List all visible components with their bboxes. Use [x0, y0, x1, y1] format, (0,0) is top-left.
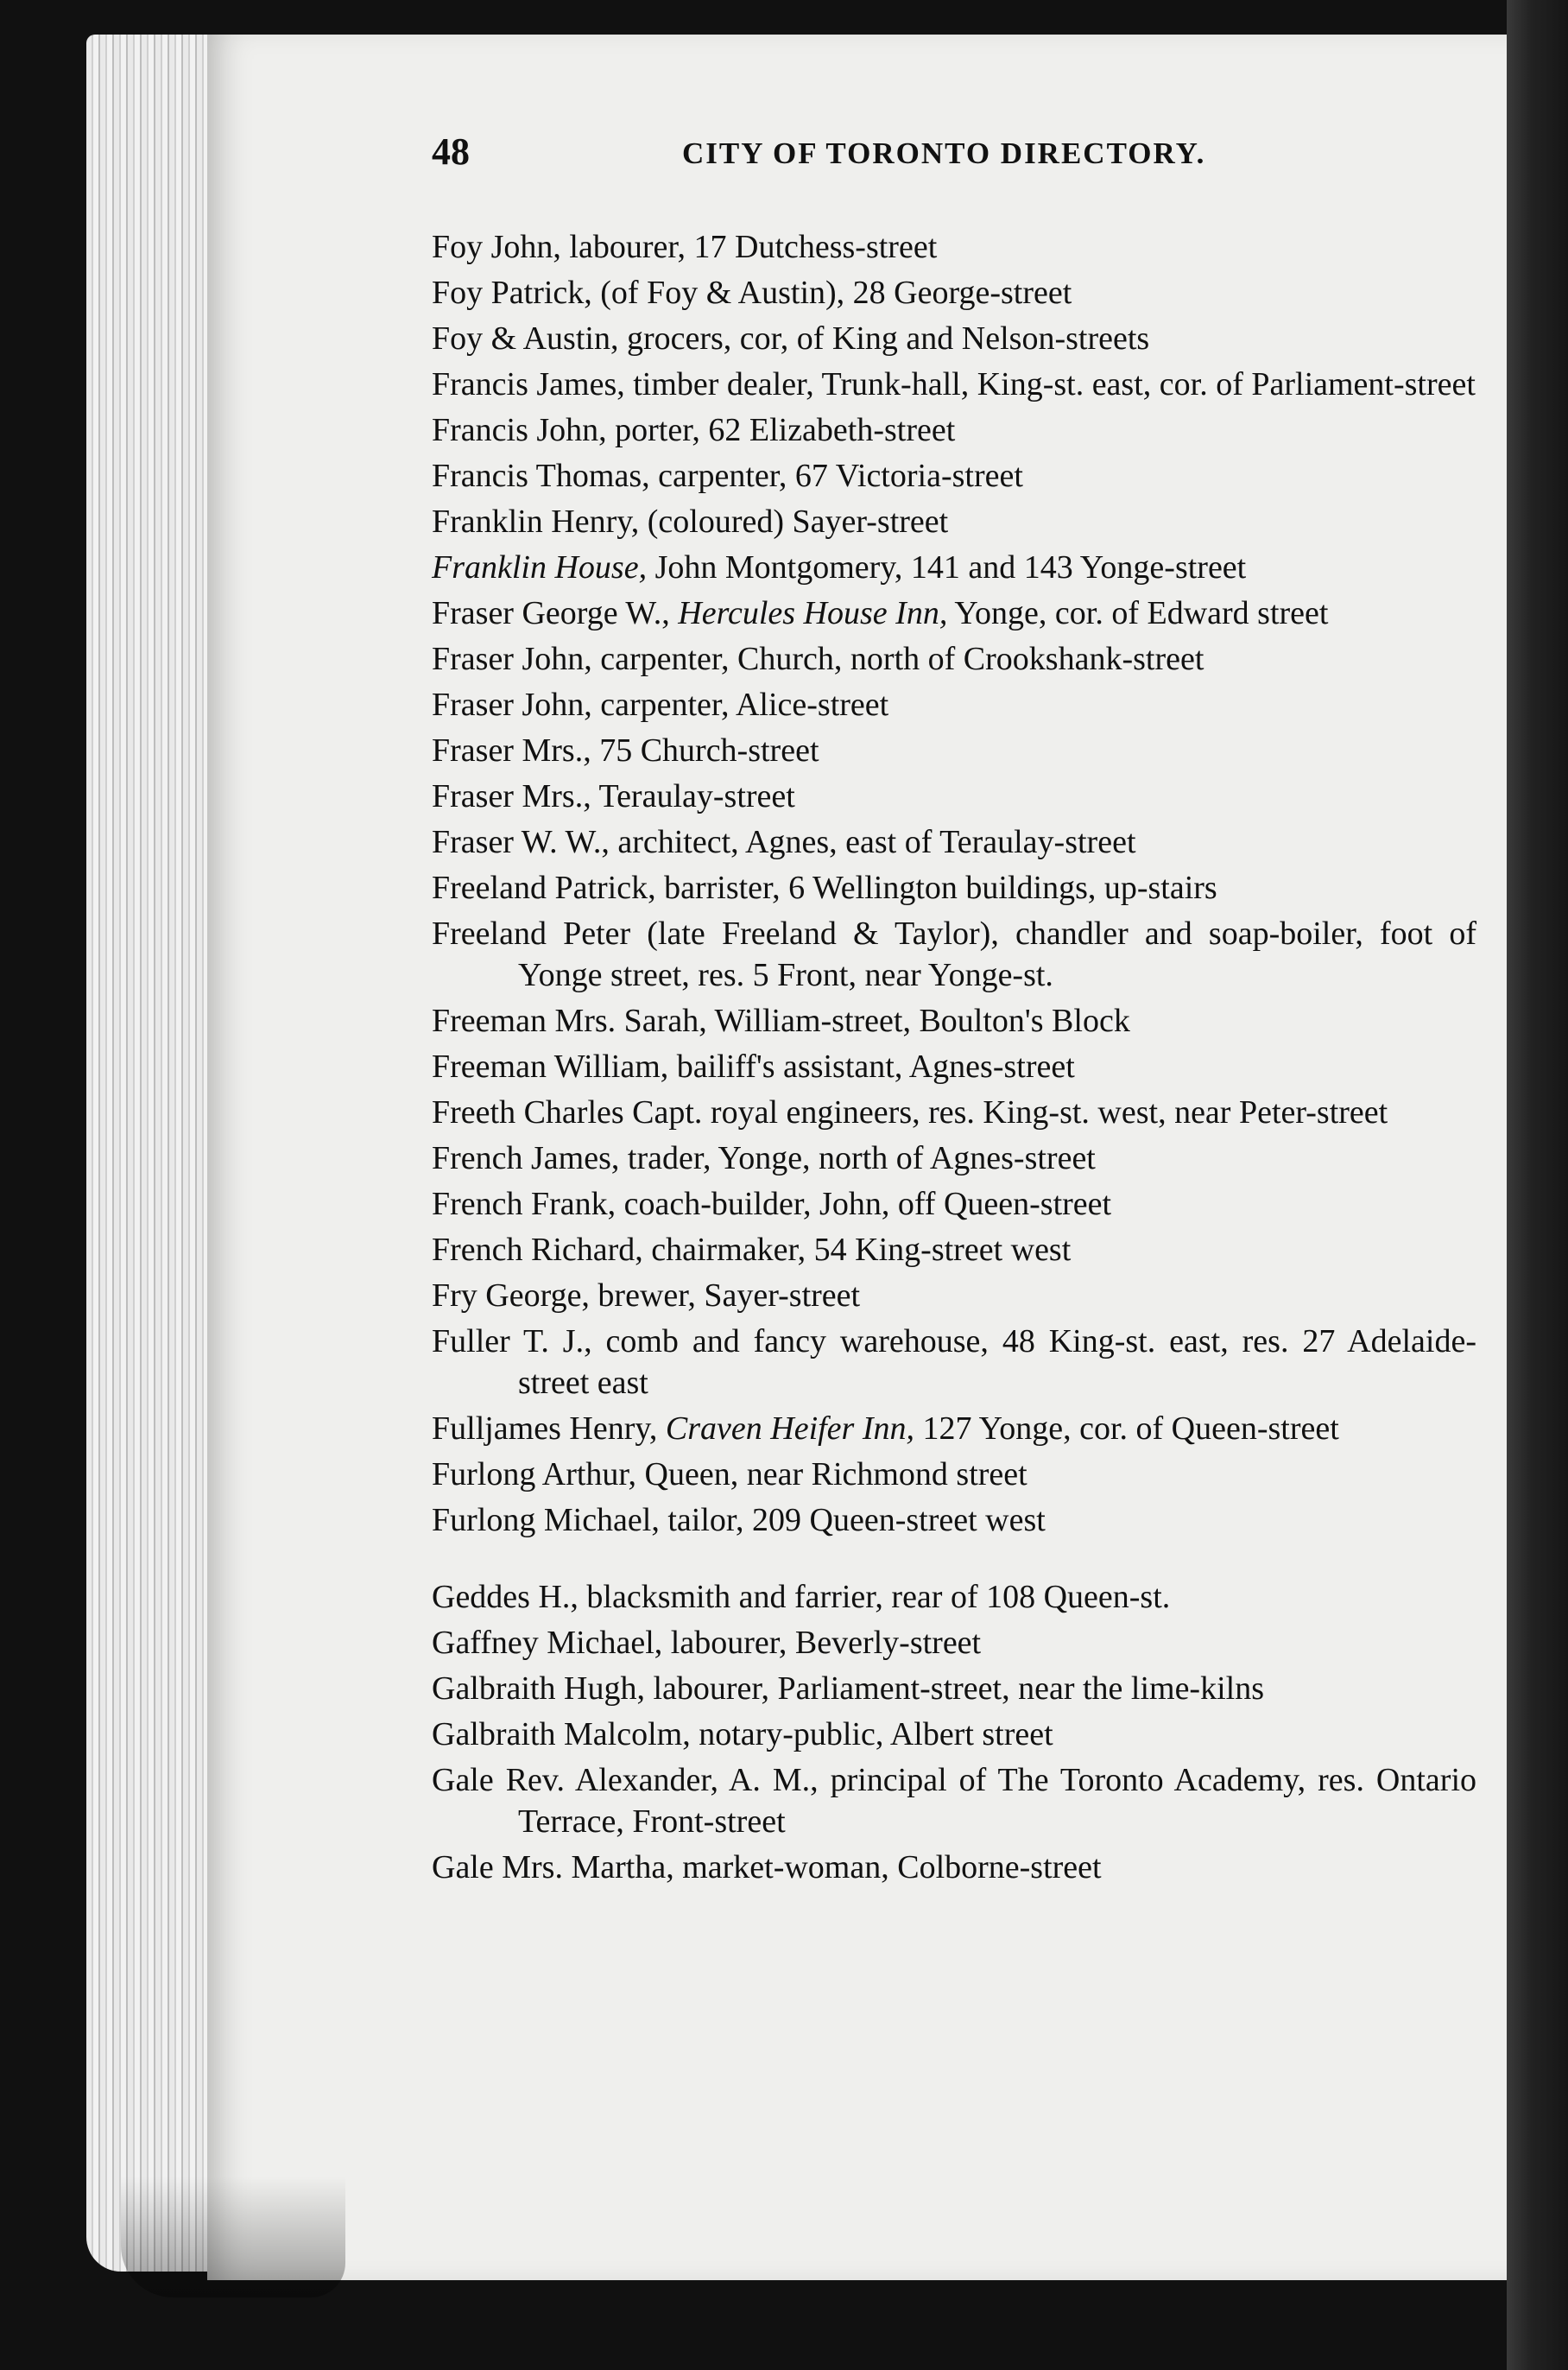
page-number: 48	[432, 130, 470, 173]
directory-entry	[432, 1714, 1476, 1755]
directory-entry	[432, 226, 1476, 268]
entry-text: Fraser John, carpenter, Alice-street	[432, 687, 889, 723]
running-title: CITY OF TORONTO DIRECTORY.	[682, 136, 1206, 170]
entry-text: French Richard, chairmaker, 54 King-street west	[432, 1232, 1072, 1268]
directory-entry	[432, 1408, 1476, 1449]
directory-entry	[432, 1046, 1476, 1087]
directory-entry	[432, 1759, 1476, 1842]
entry-text: Fraser W. W., architect, Agnes, east of Teraulay-street	[432, 824, 1136, 860]
directory-entry	[432, 1622, 1476, 1663]
entry-italic: Hercules House Inn,	[678, 595, 948, 631]
entries-g-section	[432, 1576, 1476, 1888]
directory-entry	[432, 547, 1476, 588]
entry-text: Freeland Patrick, barrister, 6 Wellington buildings, up-stairs	[432, 870, 1217, 906]
directory-entry	[432, 684, 1476, 726]
directory-entry	[432, 272, 1476, 314]
entry-text: Francis Thomas, carpenter, 67 Victoria-street	[432, 458, 1023, 494]
section-gap	[432, 1545, 1476, 1576]
directory-entry	[432, 730, 1476, 771]
entry-text: Foy & Austin, grocers, cor, of King and Nelson-streets	[432, 320, 1150, 357]
entries-f-section	[432, 226, 1476, 1541]
directory-entry	[432, 1137, 1476, 1179]
entry-after: 127 Yonge, cor. of Queen-street	[914, 1410, 1339, 1447]
directory-entry	[432, 318, 1476, 359]
directory-entry	[432, 592, 1476, 634]
entry-text: French Frank, coach-builder, John, off Queen-street	[432, 1186, 1112, 1222]
entry-text: Freeman William, bailiff's assistant, Agnes-street	[432, 1049, 1075, 1085]
directory-entry	[432, 1000, 1476, 1042]
entry-text: Fraser John, carpenter, Church, north of Crookshank-street	[432, 641, 1204, 677]
entry-text: Francis John, porter, 62 Elizabeth-street	[432, 412, 956, 448]
entry-text: Galbraith Hugh, labourer, Parliament-street, near the lime-kilns	[432, 1670, 1264, 1707]
entry-text: French James, trader, Yonge, north of Agnes-street	[432, 1140, 1096, 1176]
entry-text: Freeman Mrs. Sarah, William-street, Boulton's Block	[432, 1003, 1130, 1039]
page-shadow	[121, 2177, 345, 2297]
entry-text: Freeth Charles Capt. royal engineers, res. King-st. west, near Peter-street	[432, 1094, 1388, 1131]
directory-entry	[432, 1321, 1476, 1404]
directory-entry	[432, 1229, 1476, 1271]
entry-text: Furlong Michael, tailor, 209 Queen-street west	[432, 1502, 1046, 1538]
entry-after: Yonge, cor. of Edward street	[947, 595, 1329, 631]
entry-text: Francis James, timber dealer, Trunk-hall, King-st. east, cor. of Parliament-street	[432, 366, 1476, 402]
entry-text: Fulljames Henry,	[432, 1410, 666, 1447]
directory-entry	[432, 1454, 1476, 1495]
directory-entry	[432, 1092, 1476, 1133]
directory-entry	[432, 1499, 1476, 1541]
directory-entry	[432, 364, 1476, 405]
directory-entry	[432, 1576, 1476, 1618]
directory-entries	[432, 226, 1476, 1892]
directory-entry	[432, 409, 1476, 451]
directory-entry	[432, 1668, 1476, 1709]
entry-text: Franklin Henry, (coloured) Sayer-street	[432, 504, 949, 540]
entry-text: Fuller T. J., comb and fancy warehouse, 48 King-st. east, res. 27 Adelaide-street east	[432, 1323, 1476, 1401]
entry-text: Galbraith Malcolm, notary-public, Albert street	[432, 1716, 1053, 1752]
entry-text: Fry George, brewer, Sayer-street	[432, 1277, 861, 1314]
entry-text: Gaffney Michael, labourer, Beverly-street	[432, 1625, 982, 1661]
entry-italic: Craven Heifer Inn,	[665, 1410, 914, 1447]
directory-entry	[432, 867, 1476, 909]
entry-text: John Montgomery, 141 and 143 Yonge-street	[647, 549, 1247, 586]
directory-entry	[432, 821, 1476, 863]
directory-entry	[432, 455, 1476, 497]
entry-text: Foy John, labourer, 17 Dutchess-street	[432, 229, 938, 265]
entry-text: Fraser Mrs., 75 Church-street	[432, 732, 819, 769]
entry-text: Fraser George W.,	[432, 595, 679, 631]
directory-entry	[432, 1847, 1476, 1888]
book-binding	[1507, 0, 1568, 2370]
entry-text: Foy Patrick, (of Foy & Austin), 28 George-street	[432, 275, 1072, 311]
entry-text: Gale Mrs. Martha, market-woman, Colborne-street	[432, 1849, 1102, 1885]
entry-text: Furlong Arthur, Queen, near Richmond street	[432, 1456, 1027, 1492]
directory-entry	[432, 638, 1476, 680]
entry-text: Gale Rev. Alexander, A. M., principal of The Toronto Academy, res. Ontario Terrace, Front-street	[432, 1762, 1476, 1840]
directory-entry	[432, 776, 1476, 817]
entry-text: Freeland Peter (late Freeland & Taylor), chandler and soap-boiler, foot of Yonge street, res. 5 Front, near Yonge-st.	[432, 916, 1476, 993]
directory-entry	[432, 1275, 1476, 1316]
entry-text: Geddes H., blacksmith and farrier, rear of 108 Queen-st.	[432, 1579, 1171, 1615]
directory-entry	[432, 501, 1476, 542]
entry-text: Fraser Mrs., Teraulay-street	[432, 778, 795, 814]
directory-entry	[432, 1183, 1476, 1225]
entry-italic: Franklin House,	[432, 549, 648, 586]
directory-entry	[432, 913, 1476, 996]
